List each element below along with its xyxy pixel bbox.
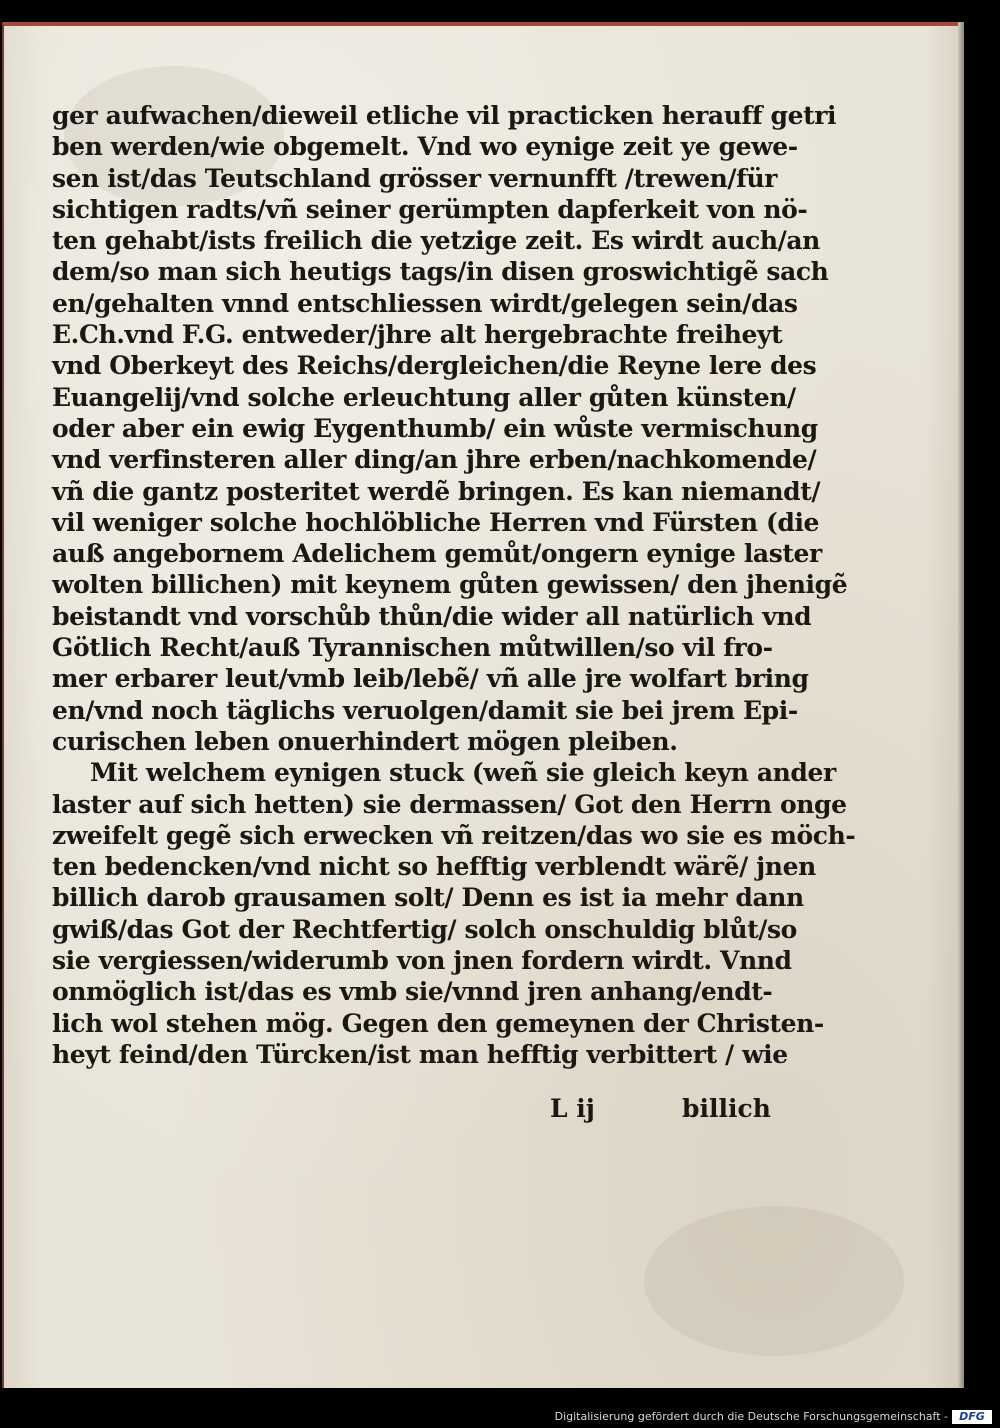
text-line: dem/so man sich heutigs tags/in disen groswichtigẽ sach — [52, 257, 829, 287]
text-line: sen ist/das Teutschland grösser vernunfft /trewen/für — [52, 163, 778, 193]
text-line: billich darob grausamen solt/ Denn es ist ia mehr dann — [52, 883, 804, 913]
paper-stain — [644, 1206, 904, 1356]
text-line: curischen leben onuerhindert mögen pleiben. — [52, 726, 678, 756]
text-line: en/vnd noch täglichs veruolgen/damit sie bei jrem Epi- — [52, 695, 798, 725]
text-line: vil weniger solche hochlöbliche Herren vnd Fürsten (die — [52, 507, 820, 537]
text-line: vnd verfinsteren aller ding/an jhre erben/nachkomende/ — [52, 445, 817, 475]
text-line: ten gehabt/ists freilich die yetzige zeit. Es wirdt auch/an — [52, 226, 820, 256]
text-line: onmöglich ist/das es vmb sie/vnnd jren anhang/endt- — [52, 977, 773, 1007]
body-text — [52, 100, 856, 1070]
text-line: gwiß/das Got der Rechtfertig/ solch onschuldig blůt/so — [52, 914, 797, 944]
text-line: lich wol stehen mög. Gegen den gemeynen der Christen- — [52, 1008, 824, 1038]
text-line: auß angebornem Adelichem gemůt/ongern eynige laster — [52, 539, 822, 569]
text-line: ger aufwachen/dieweil etliche vil practicken herauff getri — [52, 101, 837, 130]
dfg-logo: DFG — [952, 1410, 992, 1424]
text-line: ten bedencken/vnd nicht so hefftig verblendt wärẽ/ jnen — [52, 852, 816, 882]
page-edge — [958, 22, 964, 1388]
text-line: vnd Oberkeyt des Reichs/dergleichen/die Reyne lere des — [52, 351, 817, 381]
text-line: sichtigen radts/vñ seiner gerümpten dapferkeit von nö- — [52, 194, 808, 224]
text-line: heyt feind/den Türcken/ist man hefftig verbittert / wie — [52, 1039, 788, 1069]
text-line: laster auf sich hetten) sie dermassen/ Got den Herrn onge — [52, 789, 847, 819]
text-line: vñ die gantz posteritet werdẽ bringen. Es kan niemandt/ — [52, 476, 821, 506]
signature-mark: L ij — [550, 1094, 595, 1123]
text-line: E.Ch.vnd F.G. entweder/jhre alt hergebrachte freiheyt — [52, 320, 783, 350]
text-line: mer erbarer leut/vmb leib/lebẽ/ vñ alle jre wolfart bring — [52, 664, 809, 694]
text-line: en/gehalten vnnd entschliessen wirdt/gelegen sein/das — [52, 288, 798, 318]
text-line: ben werden/wie obgemelt. Vnd wo eynige zeit ye gewe- — [52, 132, 798, 162]
text-line: beistandt vnd vorschůb thůn/die wider all natürlich vnd — [52, 601, 812, 631]
paragraph-start-line: Mit welchem eynigen stuck (weñ sie gleich keyn ander — [90, 758, 836, 788]
text-line: zweifelt gegẽ sich erwecken vñ reitzen/das wo sie es möch- — [52, 820, 856, 850]
text-line: oder aber ein ewig Eygenthumb/ ein wůste vermischung — [52, 413, 818, 443]
text-line: Euangelij/vnd solche erleuchtung aller gůten künsten/ — [52, 382, 796, 412]
text-line: Götlich Recht/auß Tyrannischen můtwillen/so vil fro- — [52, 633, 773, 663]
text-line: wolten billichen) mit keynem gůten gewissen/ den jhenigẽ — [52, 570, 848, 600]
page-foot — [52, 1094, 772, 1130]
text-line: sie vergiessen/widerumb von jnen fordern wirdt. Vnnd — [52, 946, 792, 976]
catchword: billich — [682, 1094, 771, 1123]
digitization-credit: Digitalisierung gefördert durch die Deutsche Forschungsgemeinschaft - — [554, 1410, 948, 1423]
